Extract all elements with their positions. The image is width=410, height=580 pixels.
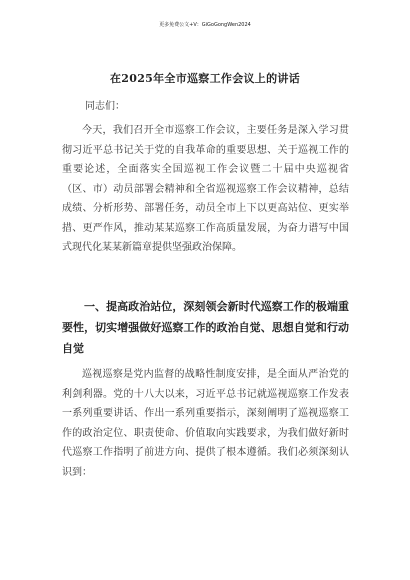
body-paragraph-2 [62, 365, 349, 482]
section-heading-1: 一、提高政治站位，深刻领会新时代巡察工作的极端重要性，切实增强做好巡察工作的政治自觉、思想自觉和行动自觉 [62, 300, 349, 355]
salutation: 同志们： [85, 101, 125, 112]
paragraph-text: 巡视巡察是党内监督的战略性制度安排，是全面从严治党的利剑利器。党的十八大以来，习近平总书记就巡视巡察工作发表一系列重要讲话、作出一系列重要指示，深刻阐明了巡视巡察工作的政治定位、职责使命、价值取向实践要求，为我们做好新时代巡察工作指明了前进方向、提供了根本遵循。我们必须深刻认识到： [62, 369, 349, 478]
paragraph-text: 今天，我们召开全市巡察工作会议，主要任务是深入学习贯彻习近平总书记关于党的自我革命的重要思想、关于巡视工作的重要论述，全面落实全国巡视工作会议暨二十届中央巡视省（区、市）动员部署会精神和全省巡视巡察工作会议精神，总结成绩、分析形势、部署任务，动员全市上下以更高站位、更实举措、更严作风，推动某某巡察工作高质量发展，为奋力谱写中国式现代化某某新篇章提供坚强政治保障。 [62, 125, 349, 253]
promo-header-note: 更多免费公文+V：GiGoGongWen2024 [159, 22, 251, 28]
document-title: 在2025年全市巡察工作会议上的讲话 [109, 72, 300, 85]
body-paragraph-1 [62, 121, 349, 258]
